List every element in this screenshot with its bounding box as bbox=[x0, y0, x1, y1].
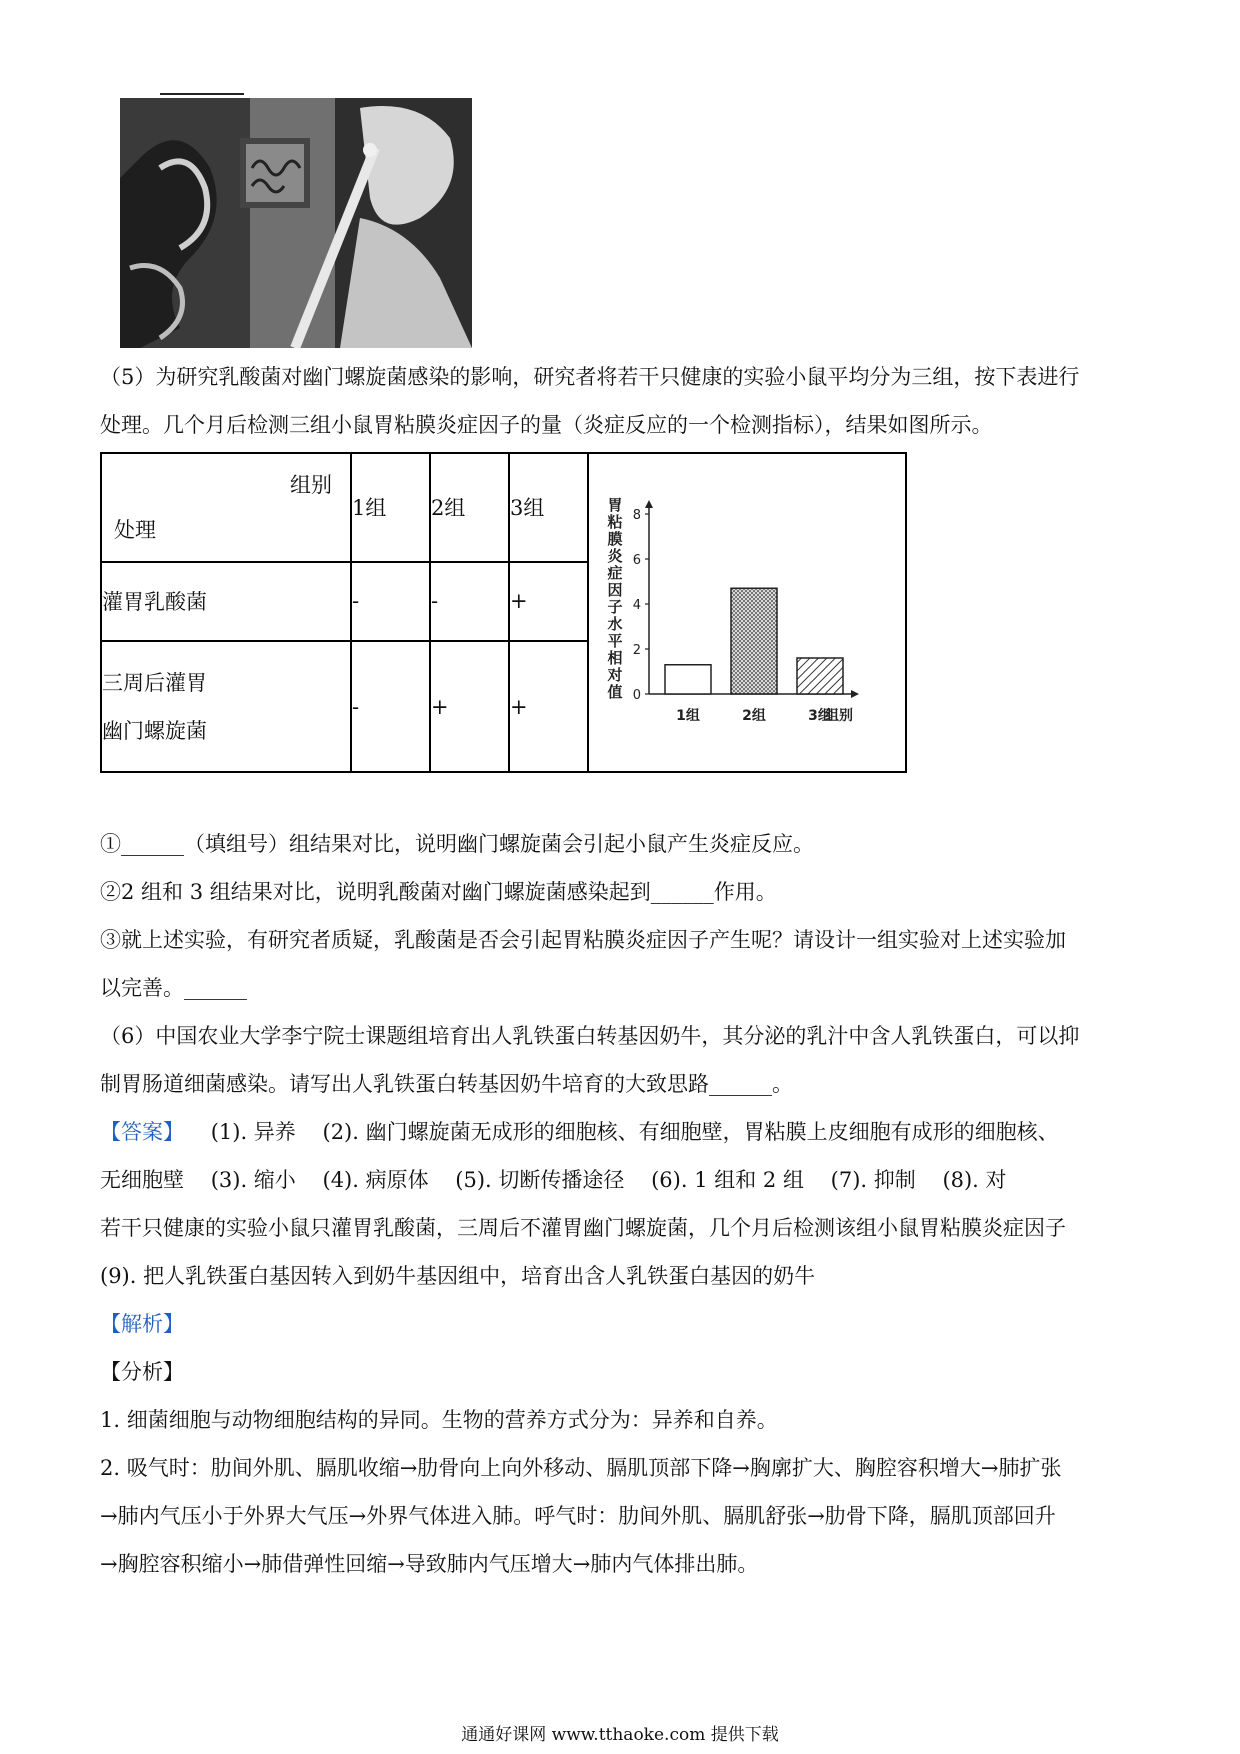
y-axis-label-char: 炎 bbox=[607, 547, 623, 565]
answer-tag: 【答案】 bbox=[100, 1120, 184, 1144]
y-tick-label: 2 bbox=[632, 643, 641, 658]
bar-2 bbox=[731, 588, 777, 694]
y-axis-arrow bbox=[645, 500, 653, 508]
row-2-label-line-1: 三周后灌胃 bbox=[102, 670, 207, 695]
y-axis-label-char: 值 bbox=[607, 683, 623, 701]
y-axis-label-char: 相 bbox=[607, 649, 623, 667]
sub-question-1 bbox=[100, 820, 1140, 868]
table-corner-cell bbox=[101, 453, 351, 562]
sub-q2-pre: ②2 组和 3 组结果对比，说明乳酸菌对幽门螺旋菌感染起到 bbox=[100, 880, 651, 904]
analysis-point-2-line-1: 2. 吸气时：肋间外肌、膈肌收缩→肋骨向上向外移动、膈肌顶部下降→胸廓扩大、胸腔容积增大→肺扩张 bbox=[100, 1456, 1062, 1480]
q5-line-2: 处理。几个月后检测三组小鼠胃粘膜炎症因子的量（炎症反应的一个检测指标），结果如图所示。 bbox=[100, 413, 993, 437]
chart-cell bbox=[588, 453, 906, 772]
y-axis-label-char: 水 bbox=[607, 615, 623, 633]
analysis-point-1: 1. 细菌细胞与动物细胞结构的异同。生物的营养方式分为：异养和自养。 bbox=[100, 1408, 778, 1432]
y-axis-label-char: 子 bbox=[607, 598, 623, 616]
bar-3 bbox=[797, 658, 843, 694]
analysis-point-2-line-2: →肺内气压小于外界大气压→外界气体进入肺。呼气时：肋间外肌、膈肌舒张→肋骨下降，膈肌顶部回升 bbox=[100, 1504, 1056, 1528]
y-tick-label: 0 bbox=[632, 688, 641, 703]
header-group-2: 2组 bbox=[430, 453, 509, 562]
answer-line-1 bbox=[100, 1108, 1140, 1156]
q6-end: 。 bbox=[772, 1072, 793, 1096]
y-axis-label-char: 对 bbox=[607, 666, 623, 684]
y-axis-label-char: 胃 bbox=[607, 496, 623, 514]
y-tick-label: 8 bbox=[632, 508, 641, 523]
sub-q2-post: 作用。 bbox=[713, 880, 777, 904]
answer-line-4: (9). 把人乳铁蛋白基因转入到奶牛基因组中，培育出含人乳铁蛋白基因的奶牛 bbox=[100, 1264, 816, 1288]
y-axis-label-char: 粘 bbox=[607, 513, 623, 531]
sub-q1-blank: ______ bbox=[121, 832, 184, 856]
sub-q1-post: （填组号）组结果对比，说明幽门螺旋菌会引起小鼠产生炎症反应。 bbox=[184, 832, 814, 856]
y-tick-label: 4 bbox=[632, 598, 641, 613]
question-6-line-1: （6）中国农业大学李宁院士课题组培育出人乳铁蛋白转基因奶牛，其分泌的乳汁中含人乳铁蛋白，可以抑 bbox=[100, 1024, 1080, 1048]
stomach-endoscope-photo bbox=[120, 98, 472, 348]
row-2-label-line-2: 幽门螺旋菌 bbox=[102, 718, 207, 743]
sub-q3-line2: 以完善。 bbox=[100, 976, 184, 1000]
x-tick-label: 3组 bbox=[808, 708, 832, 724]
question-6-line-2 bbox=[100, 1060, 1140, 1108]
sub-question-2 bbox=[100, 868, 1140, 916]
row-1-group-3: + bbox=[509, 562, 588, 641]
page-footer: 通通好课网 www.tthaoke.com 提供下载 bbox=[461, 1725, 779, 1745]
row-1-label: 灌胃乳酸菌 bbox=[101, 562, 351, 641]
header-group-1: 1组 bbox=[351, 453, 430, 562]
bar-1 bbox=[665, 665, 711, 694]
row-2-group-1: - bbox=[351, 641, 430, 772]
sub-question-3-line-2 bbox=[100, 964, 1140, 1012]
sub-question-3-line-1: ③就上述实验，有研究者质疑，乳酸菌是否会引起胃粘膜炎症因子产生呢？请设计一组实验对上述实验加 bbox=[100, 928, 1066, 952]
answer-text-1: (1). 异养 (2). 幽门螺旋菌无成形的细胞核、有细胞壁，胃粘膜上皮细胞有成形的细胞核、 bbox=[210, 1120, 1059, 1144]
y-axis-label-char: 因 bbox=[607, 581, 623, 599]
answer-line-2: 无细胞壁 (3). 缩小 (4). 病原体 (5). 切断传播途径 (6). 1 组和 2 组 (7). 抑制 (8). 对 bbox=[100, 1168, 1007, 1192]
header-group-label: 组别 bbox=[290, 473, 332, 497]
header-group-3: 3组 bbox=[509, 453, 588, 562]
y-axis-label-char: 膜 bbox=[607, 530, 623, 548]
y-axis-label-char: 平 bbox=[607, 632, 623, 650]
answer-line-3: 若干只健康的实验小鼠只灌胃乳酸菌，三周后不灌胃幽门螺旋菌，几个月后检测该组小鼠胃粘膜炎症因子 bbox=[100, 1216, 1066, 1240]
header-treatment-label: 处理 bbox=[114, 518, 156, 542]
analysis-tag: 【解析】 bbox=[100, 1312, 184, 1336]
top-rule bbox=[160, 93, 244, 95]
question-5 bbox=[100, 353, 1140, 449]
analysis-sub-tag: 【分析】 bbox=[100, 1360, 184, 1384]
analysis-point-2-line-3: →胸腔容积缩小→肺借弹性回缩→导致肺内气压增大→肺内气体排出肺。 bbox=[100, 1552, 759, 1576]
sub-questions bbox=[100, 820, 1140, 1588]
row-1-group-1: - bbox=[351, 562, 430, 641]
row-2-label bbox=[101, 641, 351, 772]
row-2-group-2: + bbox=[430, 641, 509, 772]
x-tick-label: 2组 bbox=[742, 708, 766, 724]
x-tick-label: 1组 bbox=[676, 708, 700, 724]
sub-q3-blank: ______ bbox=[184, 976, 247, 1000]
sub-q2-blank: ______ bbox=[650, 880, 714, 904]
treatment-table bbox=[100, 452, 907, 773]
y-tick-label: 6 bbox=[632, 553, 641, 568]
x-axis-arrow bbox=[851, 690, 859, 698]
row-2-group-3: + bbox=[509, 641, 588, 772]
sub-q1-pre: ① bbox=[100, 832, 121, 856]
q6-line2: 制胃肠道细菌感染。请写出人乳铁蛋白转基因奶牛培育的大致思路 bbox=[100, 1072, 709, 1096]
row-1-group-2: - bbox=[430, 562, 509, 641]
inflammation-bar-chart bbox=[589, 454, 905, 766]
x-axis-label: 组别 bbox=[825, 708, 853, 724]
q5-line-1: （5）为研究乳酸菌对幽门螺旋菌感染的影响，研究者将若干只健康的实验小鼠平均分为三组，按下表进行 bbox=[100, 365, 1080, 389]
y-axis-label-char: 症 bbox=[607, 564, 623, 582]
q6-blank: ______ bbox=[709, 1072, 772, 1096]
